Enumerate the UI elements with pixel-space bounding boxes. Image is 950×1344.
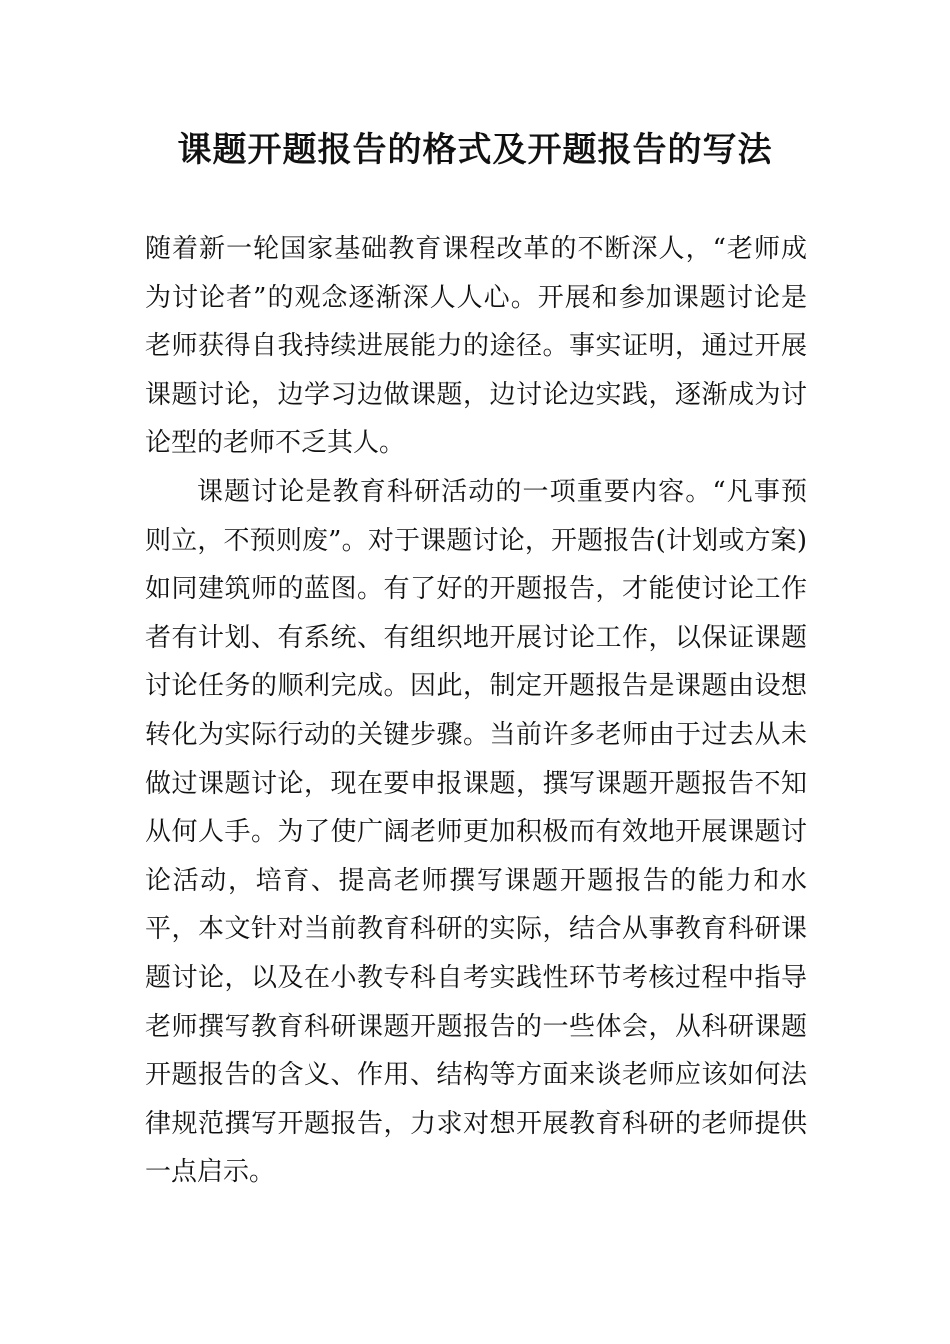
- paragraph-intro: 随着新一轮国家基础教育课程改革的不断深人，“老师成为讨论者”的观念逐渐深人人心。开展和参加课题讨论是老师获得自我持续进展能力的途径。事实证明，通过开展课题讨论，边学习边做课题，边讨论边实践，逐渐成为讨论型的老师不乏其人。: [145, 234, 807, 459]
- document-title: 课题开题报告的格式及开题报告的写法: [177, 130, 773, 170]
- paragraph-main: 课题讨论是教育科研活动的一项重要内容。“凡事预则立，不预则废”。对于课题讨论，开题报告(计划或方案)如同建筑师的蓝图。有了好的开题报告，才能使讨论工作者有计划、有系统、有组织地开展讨论工作，以保证课题讨论任务的顺利完成。因此，制定开题报告是课题由设想转化为实际行动的关键步骤。当前许多老师由于过去从未做过课题讨论，现在要申报课题，撰写课题开题报告不知从何人手。为了使广阔老师更加积极而有效地开展课题讨论活动，培育、提高老师撰写课题开题报告的能力和水平，本文针对当前教育科研的实际，结合从事教育科研课题讨论，以及在小教专科自考实践性环节考核过程中指导老师撰写教育科研课题开题报告的一些体会，从科研课题开题报告的含义、作用、结构等方面来谈老师应该如何法律规范撰写开题报告，力求对想开展教育科研的老师提供一点启示。: [145, 476, 807, 1188]
- document-body: [145, 225, 807, 1197]
